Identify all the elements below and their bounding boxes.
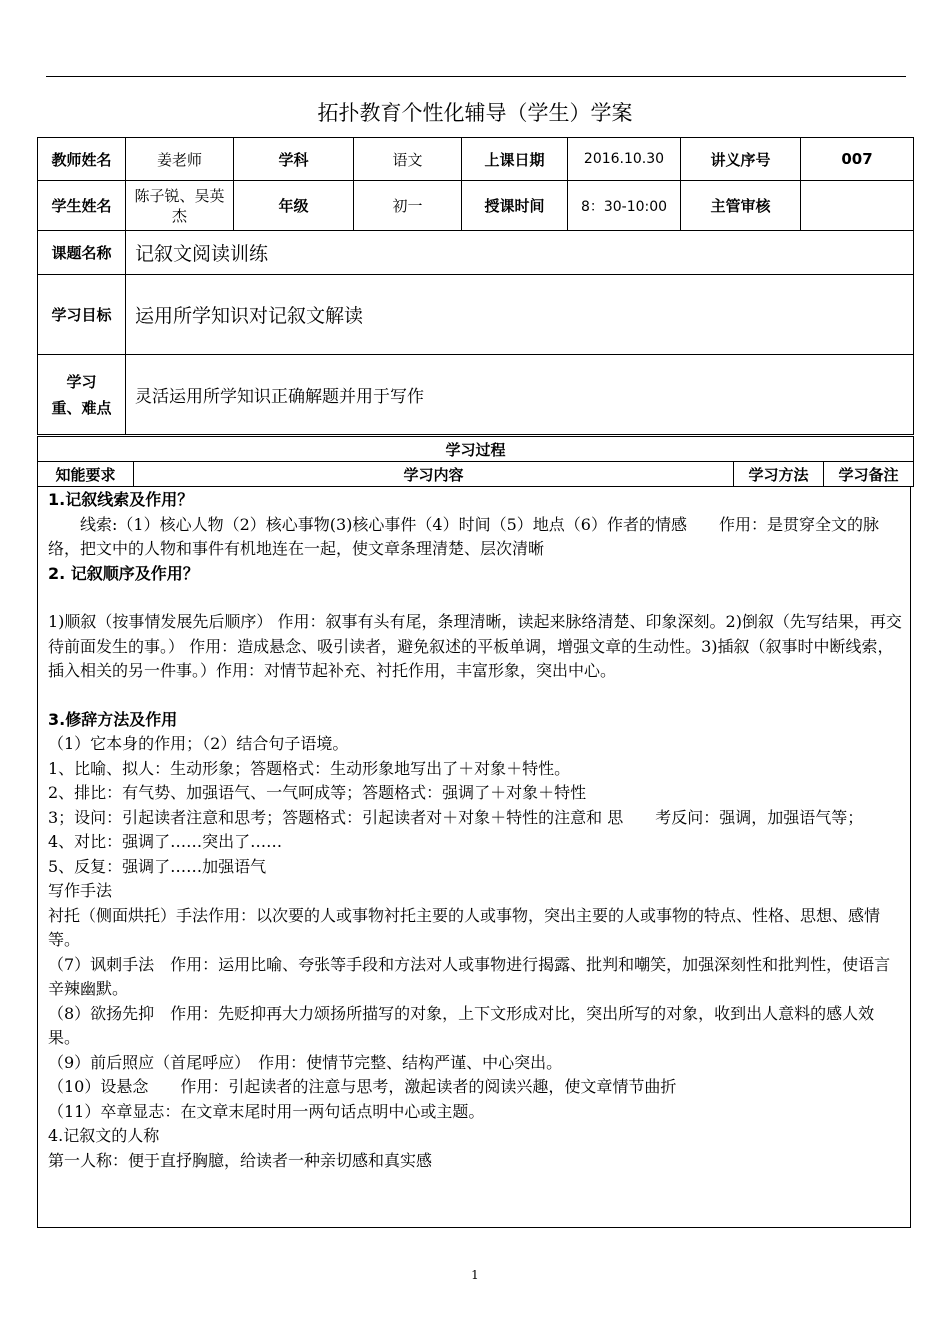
topic-label: 课题名称	[38, 231, 126, 275]
content-line: 写作手法	[48, 881, 113, 900]
column-header-content: 学习内容	[134, 462, 734, 487]
header-rule	[46, 76, 906, 77]
key-points-value: 灵活运用所学知识正确解题并用于写作	[126, 355, 914, 435]
student-label: 学生姓名	[38, 181, 126, 231]
content-line: （10）设悬念 作用：引起读者的注意与思考，激起读者的阅读兴趣，使文章情节曲折	[48, 1077, 677, 1096]
section-4-title: 4.记叙文的人称	[48, 1126, 160, 1145]
spacer	[48, 586, 904, 610]
student-value: 陈子锐、吴英杰	[126, 181, 234, 231]
content-line: 1、比喻、拟人：生动形象；答题格式：生动形象地写出了＋对象＋特性。	[48, 758, 571, 778]
section-1-body: 线索:（1）核心人物（2）核心事物(3)核心事件（4）时间（5）地点（6）作者的情感 作用：是贯穿全文的脉络，把文中的人物和事件有机地连在一起，使文章条理清楚、层次清晰	[48, 514, 879, 558]
page-number: 1	[471, 1268, 479, 1282]
date-value: 2016.10.30	[568, 138, 681, 181]
column-header-notes: 学习备注	[824, 462, 914, 487]
spacer	[48, 684, 904, 708]
key-points-label-line2: 重、难点	[51, 398, 112, 417]
goal-value: 运用所学知识对记叙文解读	[126, 275, 914, 355]
content-line: （7）讽刺手法 作用：运用比喻、夸张等手段和方法对人或事物进行揭露、批判和嘲笑，加强深刻性和批判性，使语言辛辣幽默。	[48, 954, 891, 998]
grade-value: 初一	[354, 181, 462, 231]
time-value: 8：30-10:00	[568, 181, 681, 231]
content-line: 4、对比：强调了……突出了……	[48, 832, 283, 851]
subject-label: 学科	[234, 138, 354, 181]
teacher-label: 教师姓名	[38, 138, 126, 181]
lecture-no-value: 007	[801, 138, 914, 181]
content-line: （9）前后照应（首尾呼应） 作用：使情节完整、结构严谨、中心突出。	[48, 1052, 563, 1072]
process-title: 学习过程	[38, 437, 914, 462]
grade-label: 年级	[234, 181, 354, 231]
supervisor-value	[801, 181, 914, 231]
date-label: 上课日期	[462, 138, 568, 181]
content-line: 衬托（侧面烘托）手法作用：以次要的人或事物衬托主要的人或事物，突出主要的人或事物的特点、性格、思想、感情等。	[48, 905, 881, 949]
column-header-requirements: 知能要求	[38, 462, 134, 487]
info-table	[37, 137, 914, 435]
key-points-label	[38, 355, 126, 435]
column-header-method: 学习方法	[734, 462, 824, 487]
content-line: （11）卒章显志：在文章末尾时用一两句话点明中心或主题。	[48, 1101, 485, 1121]
goal-label: 学习目标	[38, 275, 126, 355]
section-3-title: 3.修辞方法及作用	[48, 709, 178, 729]
content-line: （8）欲扬先抑 作用：先贬抑再大力颂扬所描写的对象，上下文形成对比，突出所写的对象，收到出人意料的感人效果。	[48, 1003, 875, 1047]
supervisor-label: 主管审核	[681, 181, 801, 231]
content-line: 2、排比：有气势、加强语气、一气呵成等；答题格式：强调了＋对象＋特性	[48, 783, 587, 802]
subject-value: 语文	[354, 138, 462, 181]
time-label: 授课时间	[462, 181, 568, 231]
learning-content	[37, 486, 911, 1228]
lecture-no-label: 讲义序号	[681, 138, 801, 181]
section-2-body: 1)顺叙（按事情发展先后顺序） 作用：叙事有头有尾，条理清晰，读起来脉络清楚、印象深刻。2)倒叙（先写结果，再交待前面发生的事。） 作用：造成悬念、吸引读者，避免叙述的平板单调，增强文章的生动性。3)插叙（叙事时中断线索，插入相关的另一件事。）作用：对情节起补充、衬托作用，丰富形象，突出中心。	[48, 612, 902, 680]
content-line: 5、反复：强调了……加强语气	[48, 856, 267, 876]
content-line: （1）它本身的作用；（2）结合句子语境。	[48, 734, 349, 753]
page-title: 拓扑教育个性化辅导（学生）学案	[317, 101, 633, 125]
key-points-label-line1: 学习	[66, 372, 97, 391]
teacher-value: 姜老师	[126, 138, 234, 181]
process-table	[37, 436, 914, 487]
topic-value: 记叙文阅读训练	[126, 231, 914, 275]
section-1-title: 1.记叙线索及作用？	[48, 490, 194, 509]
content-line: 3；设问：引起读者注意和思考；答题格式：引起读者对＋对象＋特性的注意和 思 考反问：强调，加强语气等；	[48, 807, 864, 827]
section-2-title: 2. 记叙顺序及作用？	[48, 563, 199, 583]
content-line: 第一人称：便于直抒胸臆，给读者一种亲切感和真实感	[48, 1150, 433, 1170]
